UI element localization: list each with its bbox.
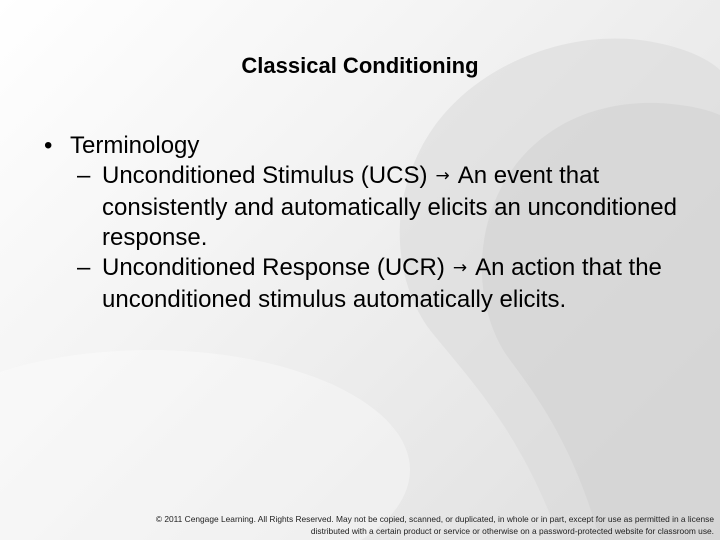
bullet-label: Terminology — [70, 132, 200, 159]
sub-bullet-list — [44, 161, 684, 315]
dash-marker: – — [77, 162, 91, 189]
footer-line-1: © 2011 Cengage Learning. All Rights Reserved. May not be copied, scanned, or duplicated, in whole or in part, except for use as permitted in a license — [155, 514, 714, 524]
term-ucs: Unconditioned Stimulus (UCS) — [102, 162, 428, 189]
definition-ucs: An event that consistently and automatically elicits an unconditioned response. — [102, 162, 678, 251]
bullet-marker: • — [44, 132, 53, 159]
slide-title: Classical Conditioning — [241, 53, 479, 78]
dash-marker: – — [77, 254, 91, 281]
sub-bullet-ucs — [44, 161, 684, 253]
arrow-right-icon: → — [435, 166, 450, 186]
sub-bullet-ucr — [44, 253, 684, 315]
definition-ucr: An action that the unconditioned stimulus automatically elicits. — [102, 254, 662, 313]
content-body — [44, 131, 684, 315]
footer-line-2: distributed with a certain product or service or otherwise on a password-protected website for classroom use. — [310, 526, 714, 536]
term-ucr: Unconditioned Response (UCR) — [102, 254, 445, 281]
copyright-footer — [0, 513, 714, 537]
arrow-right-icon: → — [452, 258, 468, 278]
bullet-terminology — [44, 131, 684, 161]
